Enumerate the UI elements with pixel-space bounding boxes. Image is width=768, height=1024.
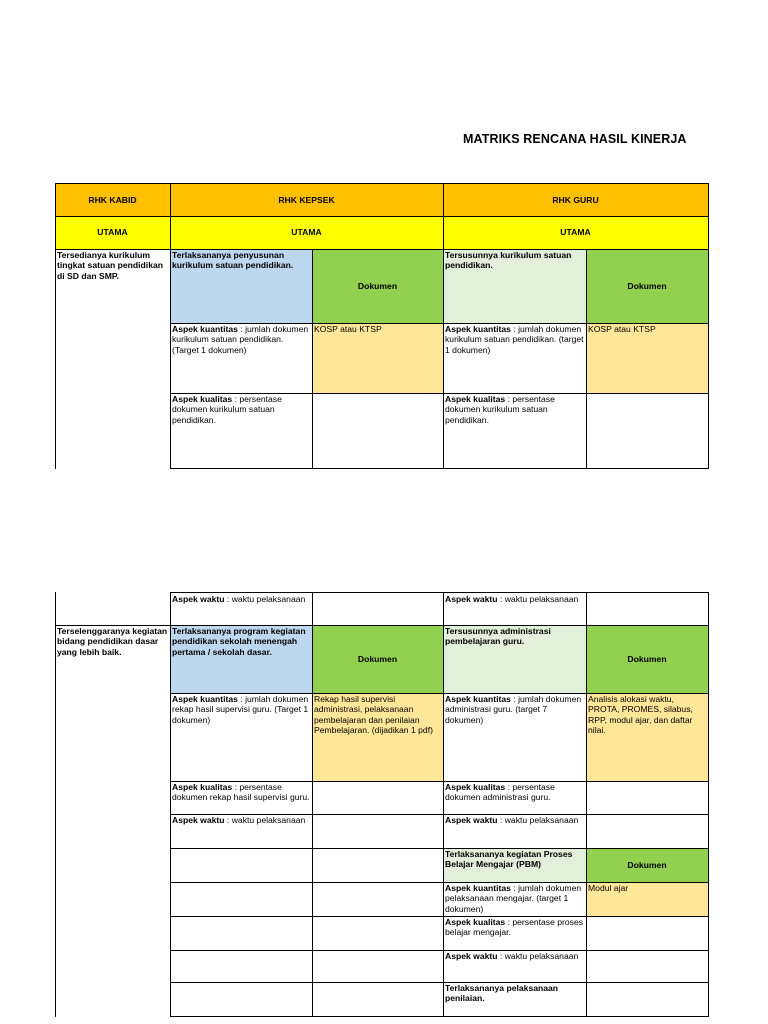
- utama-kabid: UTAMA: [55, 216, 170, 249]
- kepsek-aspek-kualitas: [170, 393, 312, 468]
- utama-guru: UTAMA: [443, 216, 708, 249]
- guru-aspek-kualitas-2: [443, 781, 586, 814]
- aspek-label: Aspek kualitas: [445, 782, 506, 792]
- aspek-text: : jumlah dokumen rekap hasil supervisi guru. (Target 1 dokumen): [172, 694, 309, 725]
- kepsek-aspek-kualitas-2: [170, 781, 312, 814]
- kepsek-dokumen: Dokumen: [312, 249, 443, 323]
- kepsek-dokumen-2: Dokumen: [312, 625, 443, 693]
- kabid-target: Tersedianya kurikulum tingkat satuan pendidikan di SD dan SMP.: [55, 249, 170, 329]
- aspek-label: Aspek kualitas: [172, 782, 233, 792]
- kepsek-kualitas-output: [312, 393, 443, 468]
- guru-aspek-kuantitas: [443, 323, 586, 393]
- aspek-text: : waktu pelaksanaan: [497, 594, 579, 604]
- header-rhk-kepsek: RHK KEPSEK: [170, 184, 443, 216]
- guru-aspek-waktu-2: [443, 814, 586, 848]
- guru-goal-2: Tersusunnya administrasi pembelajaran guru.: [443, 625, 586, 693]
- guru-kualitas-output: [586, 393, 708, 468]
- header-rhk-kabid: RHK KABID: [55, 184, 170, 216]
- aspek-label: Aspek waktu: [445, 951, 498, 961]
- aspek-text: : jumlah dokumen kurikulum satuan pendidikan. (target 1 dokumen): [445, 324, 584, 355]
- aspek-label: Aspek kuantitas: [445, 324, 511, 334]
- aspek-text: : persentase dokumen kurikulum satuan pendidikan.: [445, 394, 555, 425]
- aspek-text: : persentase dokumen rekap hasil supervisi guru.: [172, 782, 310, 803]
- aspek-label: Aspek kuantitas: [172, 694, 238, 704]
- guru-aspek-kualitas-3: [443, 916, 586, 950]
- aspek-text: : waktu pelaksanaan: [497, 815, 579, 825]
- guru-aspek-waktu-3: [443, 950, 586, 982]
- guru-goal-4: Terlaksananya pelaksanaan penilaian.: [443, 982, 586, 1016]
- guru-kuantitas-output-3: Modul ajar: [586, 882, 708, 916]
- kabid-target-2: Terselenggaranya kegiatan bidang pendidikan dasar yang lebih baik.: [55, 625, 170, 685]
- guru-dokumen: Dokumen: [586, 249, 708, 323]
- aspek-label: Aspek kuantitas: [172, 324, 238, 334]
- aspek-label: Aspek kualitas: [172, 394, 233, 404]
- aspek-label: Aspek waktu: [172, 815, 225, 825]
- aspek-text: : waktu pelaksanaan: [224, 815, 306, 825]
- utama-kepsek: UTAMA: [170, 216, 443, 249]
- aspek-label: Aspek waktu: [172, 594, 225, 604]
- guru-goal-3: Terlaksananya kegiatan Proses Belajar Mengajar (PBM): [443, 848, 586, 882]
- kepsek-aspek-kuantitas: [170, 323, 312, 393]
- guru-kuantitas-output-2: Analisis alokasi waktu, PROTA, PROMES, silabus, RPP, modul ajar, dan daftar nilai.: [586, 693, 708, 781]
- guru-goal: Tersusunnya kurikulum satuan pendidikan.: [443, 249, 586, 323]
- aspek-text: : waktu pelaksanaan: [497, 951, 579, 961]
- guru-kuantitas-output: KOSP atau KTSP: [586, 323, 708, 393]
- aspek-label: Aspek kualitas: [445, 394, 506, 404]
- kepsek-aspek-waktu-2: [170, 814, 312, 848]
- guru-aspek-kuantitas-2: [443, 693, 586, 781]
- guru-dokumen-3: Dokumen: [586, 848, 708, 882]
- aspek-text: : jumlah dokumen pelaksanaan mengajar. (target 1 dokumen): [445, 883, 582, 914]
- aspek-text: : jumlah dokumen kurikulum satuan pendidikan. (Target 1 dokumen): [172, 324, 309, 355]
- aspek-text: : jumlah dokumen administrasi guru. (target 7 dokumen): [445, 694, 582, 725]
- aspek-label: Aspek waktu: [445, 815, 498, 825]
- aspek-text: : persentase dokumen administrasi guru.: [445, 782, 555, 803]
- aspek-label: Aspek kualitas: [445, 917, 506, 927]
- guru-aspek-kualitas: [443, 393, 586, 468]
- kepsek-goal-2: Terlaksananya program kegiatan pendidikan sekolah menengah pertama / sekolah dasar.: [170, 625, 312, 693]
- aspek-text: : waktu pelaksanaan: [224, 594, 306, 604]
- header-rhk-guru: RHK GURU: [443, 184, 708, 216]
- guru-dokumen-2: Dokumen: [586, 625, 708, 693]
- aspek-label: Aspek kuantitas: [445, 694, 511, 704]
- aspek-label: Aspek kuantitas: [445, 883, 511, 893]
- guru-aspek-waktu: [443, 593, 586, 625]
- kepsek-aspek-waktu: [170, 593, 312, 625]
- kepsek-kuantitas-output: KOSP atau KTSP: [312, 323, 443, 393]
- page-title: MATRIKS RENCANA HASIL KINERJA: [463, 132, 687, 146]
- kepsek-goal: Terlaksananya penyusunan kurikulum satuan pendidikan.: [170, 249, 312, 323]
- kepsek-aspek-kuantitas-2: [170, 693, 312, 781]
- guru-aspek-kuantitas-3: [443, 882, 586, 916]
- aspek-label: Aspek waktu: [445, 594, 498, 604]
- kepsek-kuantitas-output-2: Rekap hasil supervisi administrasi, pelaksanaan pembelajaran dan penilaian Pembelajaran. (dijadikan 1 pdf): [312, 693, 443, 781]
- aspek-text: : persentase proses belajar mengajar.: [445, 917, 584, 938]
- aspek-text: : persentase dokumen kurikulum satuan pendidikan.: [172, 394, 282, 425]
